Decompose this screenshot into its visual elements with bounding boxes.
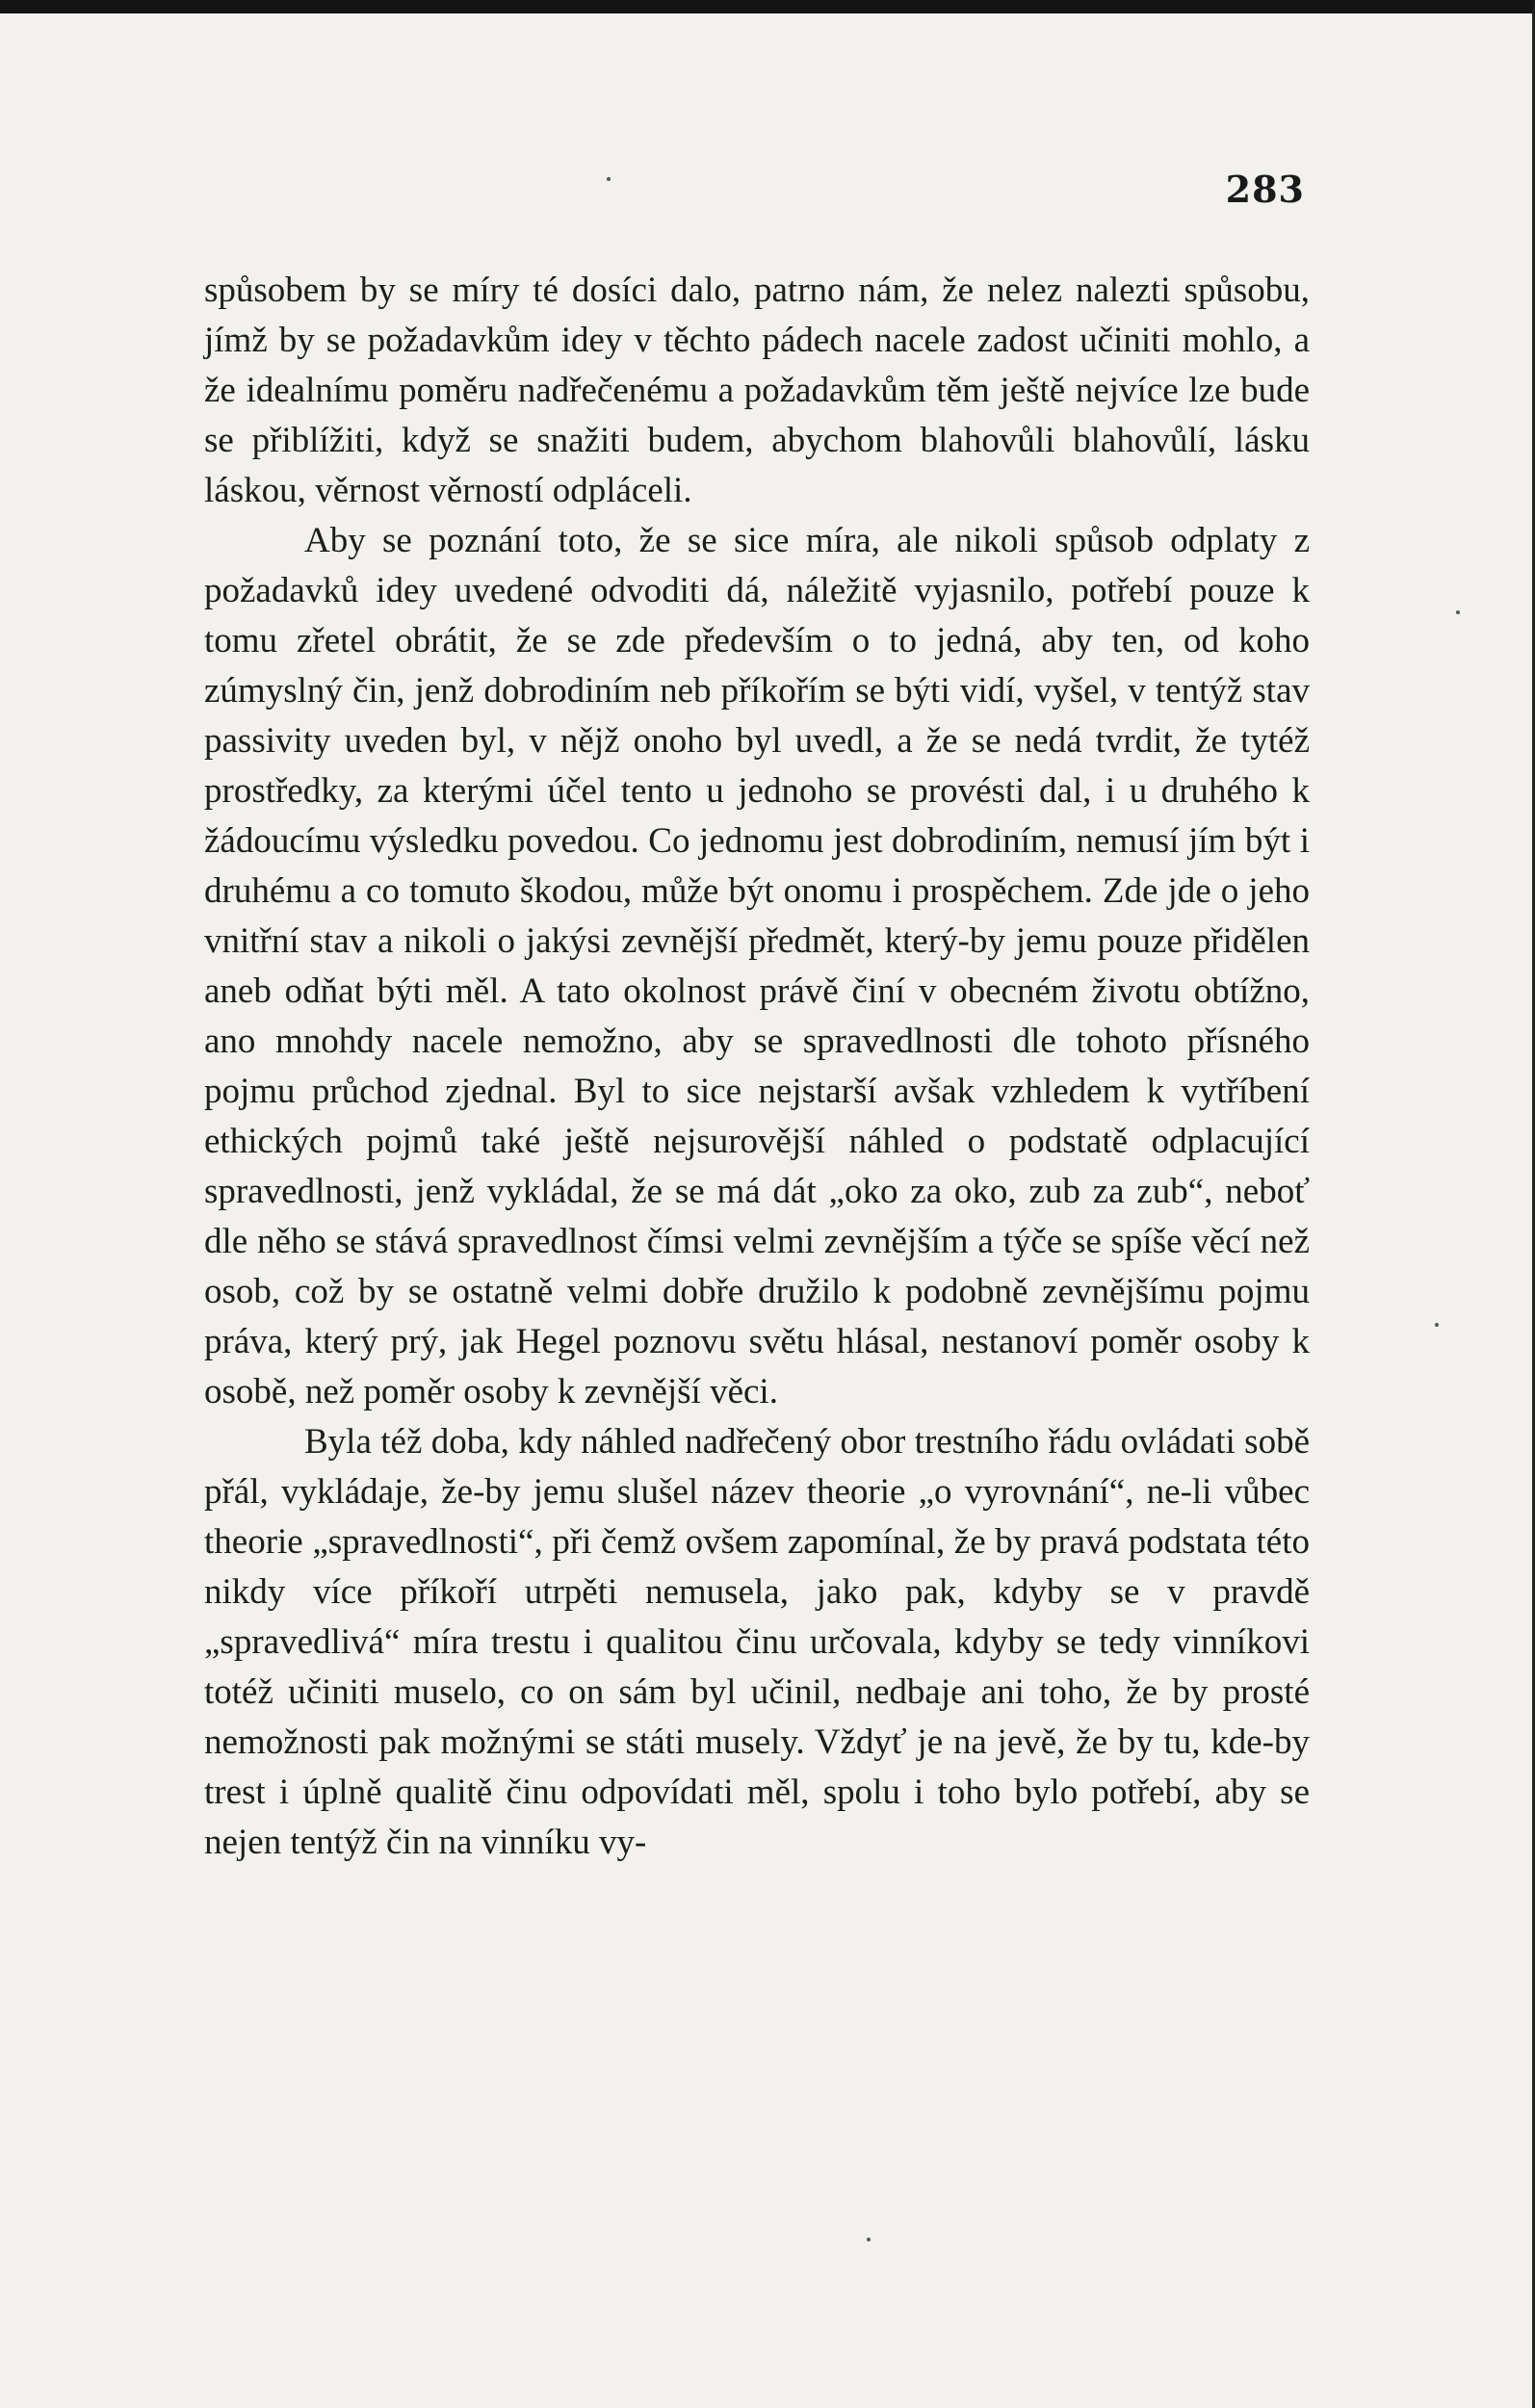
paragraph-1: spůsobem by se míry té dosíci dalo, patrno nám, že nelez nalezti spůsobu, jímž by se požadavkům idey v těchto pádech nacele zadost učiniti mohlo, a že idealnímu poměru nadřečenému a požadavkům těm ještě nejvíce lze bude se přiblížiti, když se snažiti budem, abychom blahovůli blahovůlí, lásku láskou, věrnost věrností odpláceli. <box>204 271 1310 510</box>
scan-speck <box>607 177 611 181</box>
body-text <box>204 266 1310 1868</box>
page-number: 283 <box>1225 168 1305 211</box>
paragraph-2: Aby se poznání toto, že se sice míra, ale nikoli spůsob odplaty z požadavků idey uvedené odvoditi dá, náležitě vyjasnilo, potřebí pouze k tomu zřetel obrátit, že se zde především o to jedná, aby ten, od koho zúmyslný čin, jenž dobrodiním neb příkořím se býti vidí, vyšel, v tentýž stav passivity uveden byl, v nějž onoho byl uvedl, a že se nedá tvrdit, že tytéž prostředky, za kterými účel tento u jednoho se provésti dal, i u druhého k žádoucímu výsledku povedou. Co jednomu jest dobrodiním, nemusí jím být i druhému a co tomuto škodou, může být onomu i prospěchem. Zde jde o jeho vnitřní stav a nikoli o jakýsi zevnější předmět, který-by jemu pouze přidělen aneb odňat býti měl. A tato okolnost právě činí v obecném životu obtížno, ano mnohdy nacele nemožno, aby se spravedlnosti dle tohoto přísného pojmu průchod zjednal. Byl to sice nejstarší avšak vzhledem k vytříbení ethických pojmů také ještě nejsurovější náhled o podstatě odplacující spravedlnosti, jenž vykládal, že se má dát „oko za oko, zub za zub“, neboť dle něho se stává spravedlnost čímsi velmi zevnějším a týče se spíše věcí než osob, což by se ostatně velmi dobře družilo k podobně zevnějšímu pojmu práva, který prý, jak Hegel poznovu světu hlásal, nestanoví poměr osoby k osobě, než poměr osoby k zevnější věci. <box>204 521 1310 1411</box>
scan-speck <box>1456 610 1460 614</box>
scan-speck <box>1435 1323 1439 1327</box>
scan-speck <box>867 2238 871 2241</box>
paragraph-3: Byla též doba, kdy náhled nadřečený obor trestního řádu ovládati sobě přál, vykládaje, že-by jemu slušel název theorie „o vyrovnání“, ne-li vůbec theorie „spravedlnosti“, při čemž ovšem zapomínal, že by pravá podstata této nikdy více příkoří utrpěti nemusela, jako pak, kdyby se v pravdě „spravedlivá“ míra trestu i qualitou činu určovala, kdyby se tedy vinníkovi totéž učiniti muselo, co on sám byl učinil, nedbaje ani toho, že by prosté nemožnosti pak možnými se státi musely. Vždyť je na jevě, že by tu, kde-by trest i úplně qualitě činu odpovídati měl, spolu i toho bylo potřebí, aby se nejen tentýž čin na vinníku vy- <box>204 1422 1310 1862</box>
